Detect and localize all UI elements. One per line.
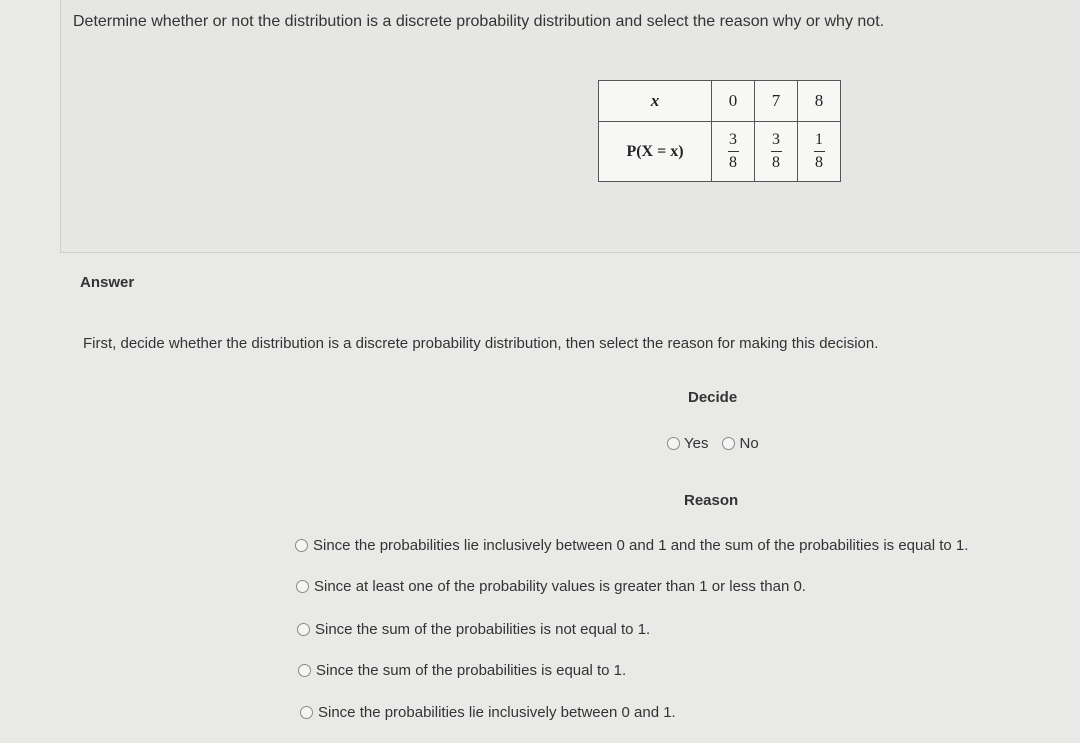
instruction-text: First, decide whether the distribution is a discrete probability distribution, then select the reason for making this decision.	[83, 335, 879, 352]
reason-heading: Reason	[684, 492, 739, 509]
denominator: 8	[772, 154, 780, 171]
radio-no[interactable]	[722, 437, 735, 450]
p-value	[798, 122, 841, 182]
decide-yes-label: Yes	[684, 435, 709, 452]
p-value	[755, 122, 798, 182]
reason-label: Since the sum of the probabilities is not equal to 1.	[315, 621, 651, 638]
table-row-p	[599, 122, 841, 182]
radio-yes[interactable]	[667, 437, 680, 450]
p-value	[712, 122, 755, 182]
denominator: 8	[815, 154, 823, 171]
answer-label: Answer	[80, 274, 135, 291]
x-value: 8	[798, 81, 841, 122]
decide-no-label: No	[739, 435, 759, 452]
decide-options	[667, 435, 767, 452]
x-value: 7	[755, 81, 798, 122]
reason-option-2[interactable]	[296, 578, 806, 595]
x-value: 0	[712, 81, 755, 122]
probability-table	[598, 80, 841, 182]
x-header: x	[599, 81, 712, 122]
numerator: 3	[772, 131, 780, 148]
table-row-x	[599, 81, 841, 122]
numerator: 1	[815, 131, 823, 148]
reason-radio[interactable]	[295, 539, 308, 552]
question-panel	[60, 0, 1080, 253]
decide-no-option[interactable]	[722, 435, 758, 452]
reason-radio[interactable]	[300, 706, 313, 719]
reason-option-4[interactable]	[298, 662, 626, 679]
p-header: P(X = x)	[599, 122, 712, 182]
question-text: Determine whether or not the distribution is a discrete probability distribution and select the reason why or why not.	[73, 13, 885, 30]
numerator: 3	[729, 131, 737, 148]
reason-label: Since the probabilities lie inclusively between 0 and 1.	[318, 704, 676, 721]
reason-label: Since the probabilities lie inclusively between 0 and 1 and the sum of the probabilities is equal to 1.	[313, 537, 969, 554]
reason-option-3[interactable]	[297, 621, 650, 638]
reason-label: Since the sum of the probabilities is equal to 1.	[316, 662, 627, 679]
reason-option-5[interactable]	[300, 704, 676, 721]
reason-radio[interactable]	[298, 664, 311, 677]
denominator: 8	[729, 154, 737, 171]
reason-option-1[interactable]	[295, 537, 968, 554]
decide-heading: Decide	[688, 389, 738, 406]
reason-radio[interactable]	[297, 623, 310, 636]
decide-yes-option[interactable]	[667, 435, 708, 452]
reason-radio[interactable]	[296, 580, 309, 593]
reason-label: Since at least one of the probability values is greater than 1 or less than 0.	[314, 578, 806, 595]
